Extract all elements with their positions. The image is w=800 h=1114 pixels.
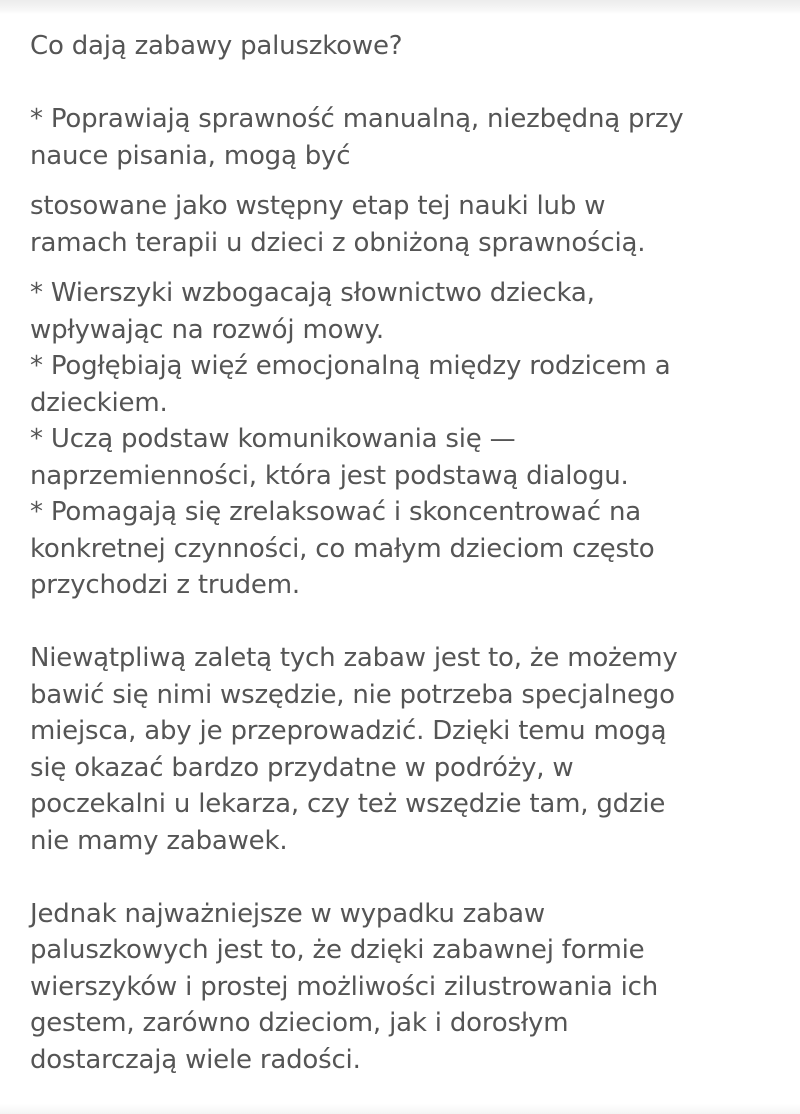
benefit-line: * Pomagają się zrelaksować i skoncentrować na: [30, 497, 641, 527]
paragraph-line: miejsca, aby je przeprowadzić. Dzięki temu mogą: [30, 716, 667, 746]
benefit-line: * Wierszyki wzbogacają słownictwo dziecka,: [30, 278, 595, 308]
benefit-line: nauce pisania, mogą być: [30, 140, 351, 171]
benefit-line: konkretnej czynności, co małym dzieciom często: [30, 533, 655, 564]
paragraph-line: Niewątpliwą zaletą tych zabaw jest to, że możemy: [30, 643, 678, 673]
benefit-line: * Uczą podstaw komunikowania się —: [30, 424, 516, 454]
benefit-line: stosowane jako wstępny etap tej nauki lub w: [30, 191, 606, 221]
top-edge-shadow: [0, 0, 800, 14]
benefit-line: ramach terapii u dzieci z obniżoną sprawnością.: [30, 227, 646, 258]
benefit-line: * Poprawiają sprawność manualną, niezbędną przy: [30, 104, 684, 134]
paragraph-line: dostarczają wiele radości.: [30, 1044, 361, 1075]
paragraph-line: bawić się nimi wszędzie, nie potrzeba specjalnego: [30, 679, 675, 710]
bottom-edge-shadow: [0, 1104, 800, 1114]
paragraph-line: wierszyków i prostej możliwości zilustrowania ich: [30, 971, 659, 1002]
paragraph-line: poczekalni u lekarza, czy też wszędzie tam, gdzie: [30, 789, 666, 819]
article-title: Co dają zabawy paluszkowe?: [30, 31, 403, 61]
article-body: [30, 28, 790, 1078]
paragraph-line: się okazać bardzo przydatne w podróży, w: [30, 752, 574, 783]
benefit-line: przychodzi z trudem.: [30, 570, 300, 600]
benefit-line: wpływając na rozwój mowy.: [30, 314, 384, 345]
spacer: [30, 261, 790, 275]
spacer: [30, 604, 790, 641]
benefit-line: naprzemienności, która jest podstawą dialogu.: [30, 460, 629, 491]
spacer: [30, 174, 790, 188]
paragraph-line: paluszkowych jest to, że dzięki zabawnej formie: [30, 935, 645, 965]
spacer: [30, 859, 790, 896]
spacer: [30, 65, 790, 102]
paragraph-line: Jednak najważniejsze w wypadku zabaw: [30, 898, 545, 929]
benefit-line: * Pogłębiają więź emocjonalną między rodzicem a: [30, 351, 671, 381]
benefit-line: dzieckiem.: [30, 387, 168, 418]
paragraph-line: nie mamy zabawek.: [30, 825, 288, 856]
paragraph-line: gestem, zarówno dzieciom, jak i dorosłym: [30, 1008, 569, 1038]
